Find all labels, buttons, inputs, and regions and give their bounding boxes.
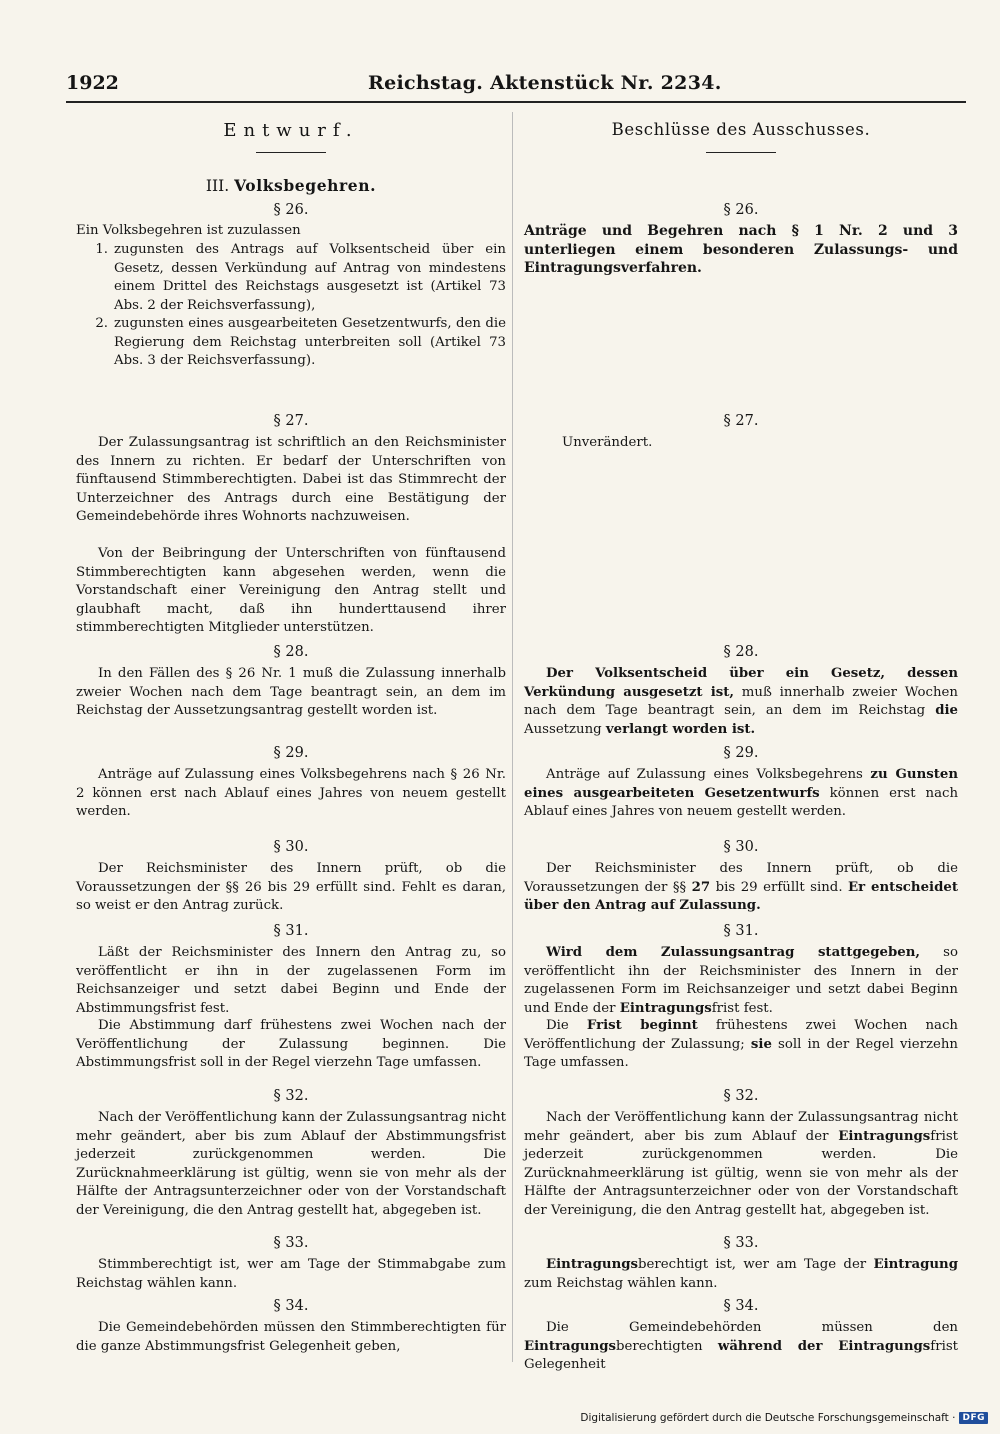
list-item-number: 2. [95, 316, 108, 331]
section-label-30: § 30. [723, 839, 759, 855]
credit-text: Digitalisierung gefördert durch die Deutsche Forschungsgemeinschaft · [580, 1412, 956, 1424]
s29-paragraph [524, 766, 958, 822]
text-run: Die [546, 1018, 587, 1033]
page-number: 1922 [66, 72, 119, 94]
s27-paragraph-2: Von der Beibringung der Unterschriften von fünftausend Stimmberechtigten kann abgesehen werden, wenn die Vorstandschaft einer Vereinigung den Antrag stellt und glaubhaft macht, daß ihn hunderttausend ihrer stimmberechtigten Mitglieder unterstützen. [76, 546, 506, 635]
text-run: bis 29 erfüllt sind. [710, 879, 849, 895]
bold-run: Frist beginnt [586, 1018, 698, 1033]
text-run: Der Reichsminister des Innern prüft, ob die Voraussetzungen der §§ [524, 861, 958, 895]
s27-paragraph-1: Der Zulassungsantrag ist schriftlich an den Reichsminister des Innern zu richten. Er bedarf der Unterschriften von fünftausend Stimmberechtigten. Dabei ist das Stimmrecht der Unterzeichner des Antrags durch eine Bestätigung der Gemeindebehörde ihres Wohnorts nachzuweisen. [76, 435, 506, 524]
text-run: frühestens zwei Wochen nach Veröffentlichung der Zulassung; [524, 1018, 958, 1052]
left-column-title: Entwurf. [223, 120, 359, 141]
s31-paragraph-1 [524, 944, 958, 1018]
left-column-entwurf [76, 0, 506, 1434]
subheading [76, 176, 506, 195]
section-label-34: § 34. [723, 1298, 759, 1314]
bold-run: verlangt worden ist. [605, 721, 756, 737]
text-run: soll in der Regel vierzehn Tage umfassen. [524, 1036, 958, 1070]
section-label-31: § 31. [723, 923, 759, 939]
section-label-32: § 32. [273, 1088, 309, 1104]
s31-paragraph-2 [524, 1017, 958, 1073]
s28-paragraph: In den Fällen des § 26 Nr. 1 muß die Zulassung innerhalb zweier Wochen nach dem Tage beantragt sein, an dem im Reichstag der Aussetzungsantrag gestellt worden ist. [76, 666, 506, 718]
bold-run: Eintragungs [546, 1257, 639, 1272]
text-run: frist Gelegenheit [524, 1338, 958, 1372]
s33-paragraph [524, 1256, 958, 1293]
text-run: zum Reichstag wählen kann. [524, 1275, 718, 1291]
s26-intro: Ein Volksbegehren ist zuzulassen [76, 223, 301, 238]
s31-paragraph-1: Läßt der Reichsminister des Innern den Antrag zu, so veröffentlicht er ihn in der zugelassenen Form im Reichsanzeiger und setzt dabei Beginn und Ende der Abstimmungsfrist fest. [76, 945, 506, 1016]
text-run: Nach der Veröffentlichung kann der Zulassungsantrag nicht mehr geändert, aber bis zum Ablauf der [524, 1110, 958, 1144]
s26-list [76, 241, 506, 371]
text-run: frist jederzeit zurückgenommen werden. Die Zurücknahmeerklärung ist gültig, wenn sie von mehr als der Hälfte der Antragsunterzeichner oder von der Vorstandschaft der Vereinigung, die den Antrag gestellt hat, abgegeben ist. [524, 1128, 958, 1218]
text-run: muß innerhalb zweier Wochen nach dem Tage beantragt sein, an dem im Reichstag [524, 684, 958, 718]
section-label-29: § 29. [723, 745, 759, 761]
s29-paragraph: Anträge auf Zulassung eines Volksbegehrens nach § 26 Nr. 2 können erst nach Ablauf eines Jahres von neuem gestellt werden. [76, 767, 506, 819]
section-label-28: § 28. [723, 644, 759, 660]
bold-run: sie [750, 1036, 772, 1052]
title-underline [256, 152, 326, 153]
bold-run: Wird dem Zulassungsantrag stattgegeben, [546, 945, 921, 960]
section-label-34: § 34. [273, 1298, 309, 1314]
title-underline [706, 152, 776, 153]
subheading-number: III. [205, 177, 230, 195]
s26-paragraph: Anträge und Begehren nach § 1 Nr. 2 und 3 unterliegen einem besonderen Zulassungs- und Eintragungsverfahren. [524, 223, 958, 276]
bold-run: 27 [691, 879, 711, 895]
subheading-title: Volksbegehren. [234, 176, 377, 195]
list-item [76, 315, 506, 371]
section-label-27: § 27. [273, 413, 309, 429]
text-run: berechtigten [616, 1338, 718, 1354]
s33-paragraph: Stimmberechtigt ist, wer am Tage der Stimmabgabe zum Reichstag wählen kann. [76, 1257, 506, 1291]
s30-paragraph: Der Reichsminister des Innern prüft, ob die Voraussetzungen der §§ 26 bis 29 erfüllt sind. Fehlt es daran, so weist er den Antrag zurück. [76, 861, 506, 913]
bold-run: Eintragungs [524, 1338, 617, 1354]
section-label-32: § 32. [723, 1088, 759, 1104]
s30-paragraph [524, 860, 958, 916]
list-item-text: zugunsten eines ausgearbeiteten Gesetzentwurfs, den die Regierung dem Reichstag unterbreiten soll (Artikel 73 Abs. 3 der Reichsverfassung). [114, 316, 506, 368]
dfg-logo-icon: DFG [959, 1412, 988, 1424]
section-label-28: § 28. [273, 644, 309, 660]
bold-run: Eintragungs [619, 1000, 712, 1016]
text-run: frist fest. [711, 1000, 773, 1016]
s32-paragraph: Nach der Veröffentlichung kann der Zulassungsantrag nicht mehr geändert, aber bis zum Ablauf der Abstimmungsfrist jederzeit zurückgenommen werden. Die Zurücknahmeerklärung ist gültig, wenn sie von mehr als der Hälfte der Antragsunterzeichner oder von der Vorstandschaft der Vereinigung, die den Antrag gestellt hat, abgegeben ist. [76, 1110, 506, 1218]
digitization-credit [580, 1412, 988, 1424]
bold-run: zu Gunsten eines ausgearbeiteten Gesetzentwurfs [524, 767, 958, 801]
text-run: berechtigt ist, wer am Tage der [638, 1257, 874, 1272]
section-label-26: § 26. [723, 202, 759, 218]
s32-paragraph [524, 1109, 958, 1220]
s34-paragraph [524, 1319, 958, 1375]
text-run: Anträge auf Zulassung eines Volksbegehrens [546, 767, 871, 782]
right-column-title: Beschlüsse des Ausschusses. [611, 120, 871, 139]
section-label-31: § 31. [273, 923, 309, 939]
bold-run: Der Volksentscheid über ein Gesetz, dessen Verkündung ausgesetzt ist, [524, 666, 958, 700]
column-divider [512, 112, 513, 1362]
section-label-30: § 30. [273, 839, 309, 855]
section-label-27: § 27. [723, 413, 759, 429]
text-run: Die Gemeindebehörden müssen den [546, 1320, 958, 1335]
section-label-29: § 29. [273, 745, 309, 761]
bold-run: Er entscheidet über den Antrag auf Zulassung. [524, 879, 958, 913]
running-title: Reichstag. Aktenstück Nr. 2234. [368, 72, 722, 94]
s27-paragraph: Unverändert. [562, 435, 653, 450]
section-label-33: § 33. [273, 1235, 309, 1251]
section-label-33: § 33. [723, 1235, 759, 1251]
bold-run: die [935, 703, 958, 718]
list-item-text: zugunsten des Antrags auf Volksentscheid über ein Gesetz, dessen Verkündung auf Antrag von mindestens einem Drittel des Reichstags ausgesetzt ist (Artikel 73 Abs. 2 der Reichsverfassung), [114, 242, 506, 313]
bold-run: Eintragungs [838, 1128, 931, 1144]
text-run: können erst nach Ablauf eines Jahres von neuem gestellt werden. [524, 785, 959, 819]
text-run: Aussetzung [524, 721, 606, 737]
bold-run: während der Eintragungs [717, 1338, 931, 1354]
list-item [76, 241, 506, 315]
section-label-26: § 26. [273, 202, 309, 218]
s28-paragraph [524, 665, 958, 739]
right-column-beschluesse [524, 0, 958, 1434]
bold-run: Eintragung [873, 1257, 958, 1272]
s31-paragraph-2: Die Abstimmung darf frühestens zwei Wochen nach der Veröffentlichung der Zulassung beginnen. Die Abstimmungsfrist soll in der Regel vierzehn Tage umfassen. [76, 1018, 506, 1070]
s34-paragraph: Die Gemeindebehörden müssen den Stimmberechtigten für die ganze Abstimmungsfrist Gelegenheit geben, [76, 1320, 506, 1354]
text-run: so veröffentlicht ihn der Reichsminister des Innern in der zugelassenen Form im Reichsanzeiger und setzt dabei Beginn und Ende der [524, 945, 959, 1016]
list-item-number: 1. [95, 242, 108, 257]
